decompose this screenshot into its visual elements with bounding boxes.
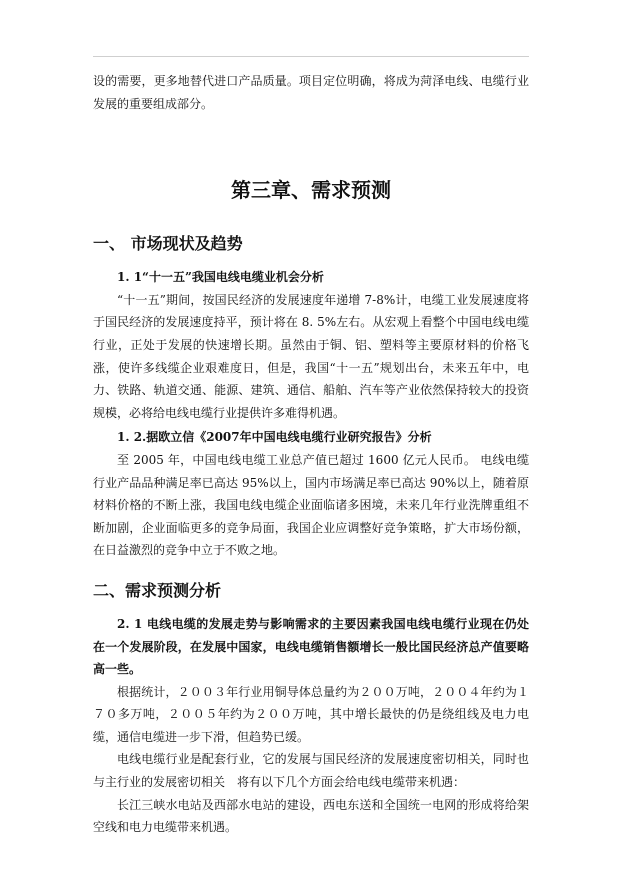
subsection-1-2-paragraph: 至 2005 年，中国电线电缆工业总产值已超过 1600 亿元人民币。 电线电缆行业产品品种满足率已高达 95%以上，国内市场满足率已高达 90%以上，随着原材料价格的不断上涨，我国电线电缆企业面临诸多困境，未来几年行业洗牌重组不断加剧，企业面临更多的竞争局面，我国企业应调整好竞争策略，扩大市场份额，在日益激烈的竞争中立于不败之地。 — [93, 452, 529, 558]
subsection-1-1-paragraph: “十一五”期间，按国民经济的发展速度年递增 7-8%计，电缆工业发展速度将于国民经济的发展速度持平，预计将在 8. 5%左右。从宏观上看整个中国电线电缆行业，正处于发展的快速增长期。虽然由于铜、铝、塑料等主要原材料的价格飞涨，使许多线缆企业艰难度日，但是，我国“十一五”规划出台，未来五年中，电力、铁路、轨道交通、能源、建筑、通信、船舶、汽车等产业依然保持较大的投资规模，必将给电线电缆行业提供许多难得机遇。 — [93, 292, 529, 420]
chapter-title: 第三章、需求预测 — [231, 178, 391, 203]
lead-paragraph: 设的需要，更多地替代进口产品质量。项目定位明确，将成为菏泽电线、电缆行业发展的重要组成部分。 — [93, 74, 529, 111]
section-2-paragraph-2: 电线电缆行业是配套行业，它的发展与国民经济的发展速度密切相关，同时也与主行业的发展密切相关 将有以下几个方面会给电线电缆带来机遇： — [93, 752, 529, 790]
section-2-paragraph-3: 长江三峡水电站及西部水电站的建设，西电东送和全国统一电网的形成将给架空线和电力电缆带来机遇。 — [93, 797, 529, 835]
subsection-2-1-title: 2. 1 电线电缆的发展走势与影响需求的主要因素我国电线电缆行业现在仍处在一个发展阶段，在发展中国家，电线电缆销售额增长一般比国民经济总产值要略高一些。 — [93, 616, 529, 677]
section-1-title: 一、 市场现状及趋势 — [93, 234, 243, 254]
section-2-title: 二、需求预测分析 — [93, 580, 222, 600]
section-2-paragraph-1: 根据统计，２００３年行业用铜导体总量约为２００万吨，２００４年约为１７０多万吨，２００５年约为２００万吨，其中增长最快的仍是绕组线及电力电缆，通信电缆进一步下滑，但趋势已缓。 — [93, 684, 529, 744]
document-page — [93, 70, 529, 839]
header-rule — [93, 56, 529, 57]
subsection-1-1-title: 1. 1“十一五”我国电线电缆业机会分析 — [117, 270, 324, 285]
subsection-1-2-title: 1. 2.据欧立信《2007年中国电线电缆行业研究报告》分析 — [117, 430, 432, 445]
